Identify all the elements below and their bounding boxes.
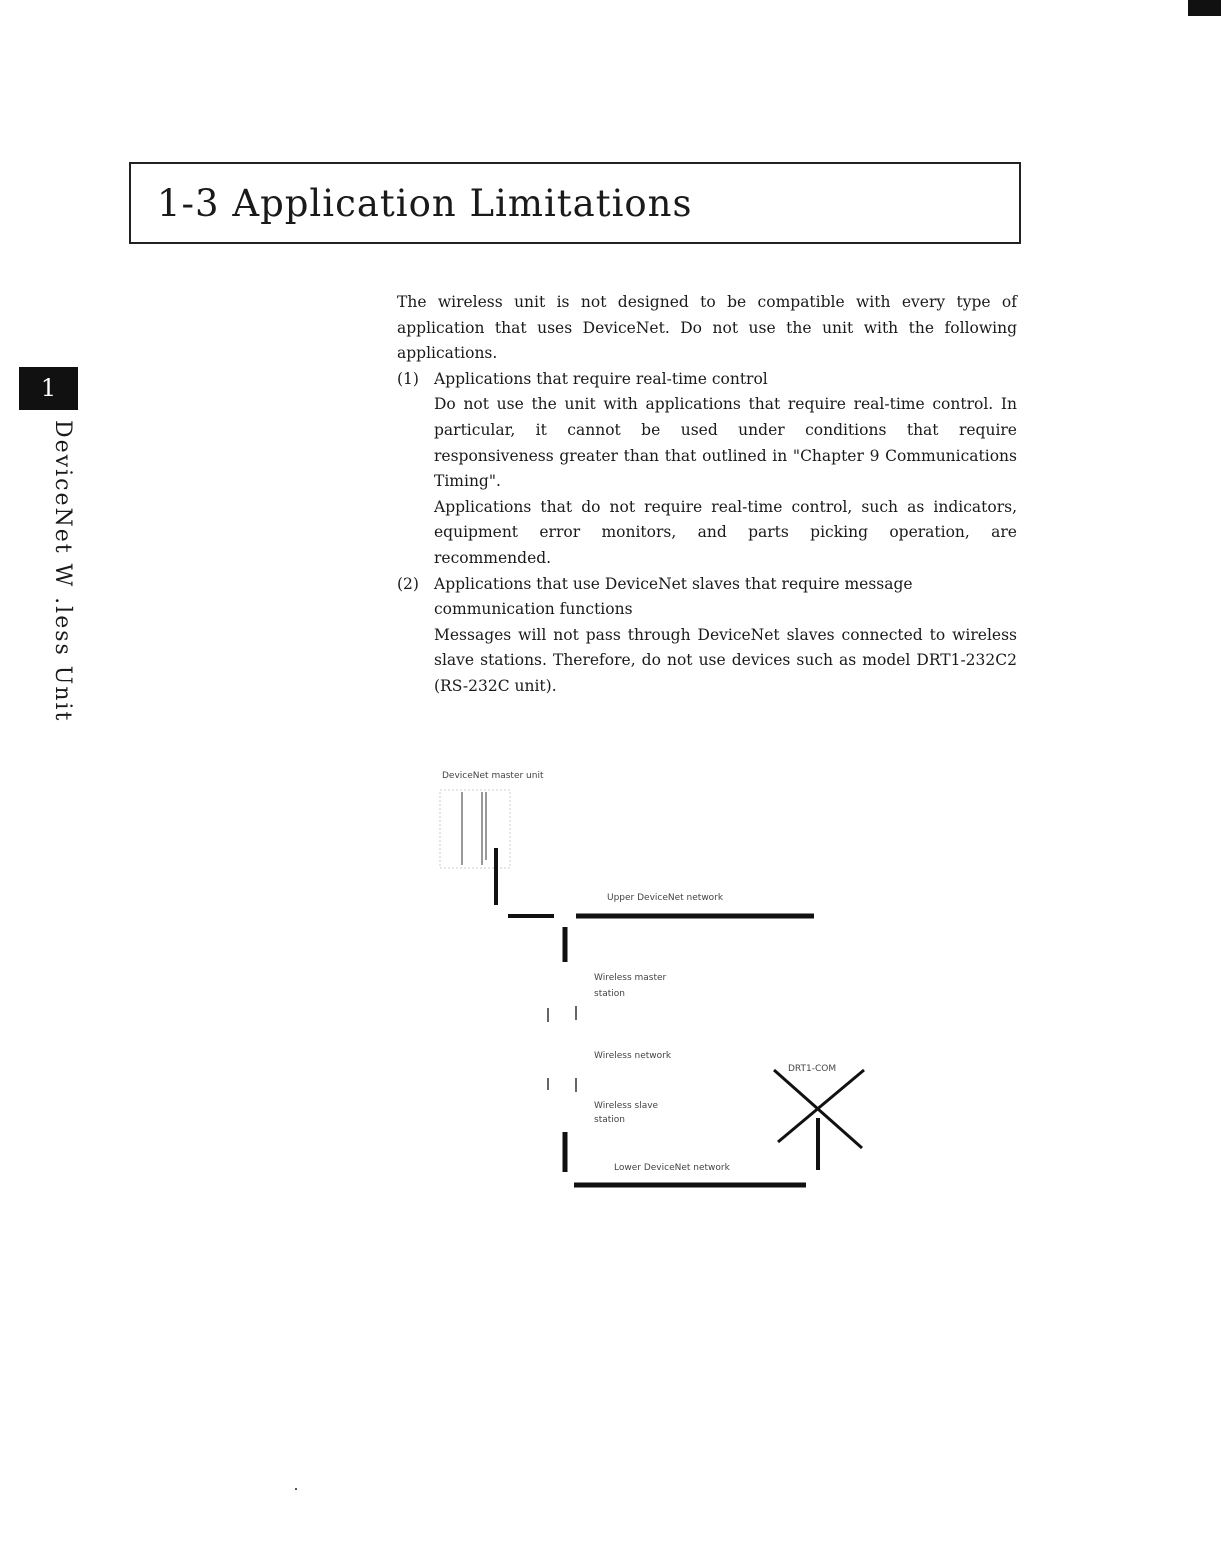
item-paragraph: Messages will not pass through DeviceNet slaves connected to wireless slave stations. Therefore, do not use devices such as model DRT1-232C2 (RS-232C unit). xyxy=(434,625,1017,695)
item-title: Applications that use DeviceNet slaves that require message communication functions xyxy=(434,574,913,619)
master-unit-device xyxy=(440,790,510,868)
list-item xyxy=(397,367,1017,572)
wireless-slave-station xyxy=(548,1078,576,1092)
wireless-master-label: Wireless master xyxy=(594,973,667,983)
item-paragraph: Do not use the unit with applications that require real-time control. In particular, it cannot be used under conditions that require responsiveness greater than that outlined in "Chapter 9 Communications Timing". xyxy=(434,395,1017,491)
wireless-master-label-2: station xyxy=(594,989,625,999)
wireless-slave-label: Wireless slave xyxy=(594,1101,659,1111)
item-number: (1) xyxy=(397,369,419,388)
master-unit-label: DeviceNet master unit xyxy=(442,771,544,781)
lower-network-label: Lower DeviceNet network xyxy=(614,1163,730,1173)
chapter-number: 1 xyxy=(40,374,57,402)
wireless-network-label: Wireless network xyxy=(594,1051,672,1061)
corner-registration-mark xyxy=(1188,0,1221,16)
scan-speck xyxy=(295,1488,297,1490)
upper-network-label: Upper DeviceNet network xyxy=(607,893,724,903)
wireless-master-station xyxy=(548,1006,576,1022)
network-diagram xyxy=(430,760,890,1210)
item-title: Applications that require real-time control xyxy=(434,369,768,388)
item-paragraph: Applications that do not require real-time control, such as indicators, equipment error monitors, and parts picking operation, are recommended. xyxy=(434,497,1017,567)
section-heading-box xyxy=(129,162,1021,244)
slave-device-label: DRT1-COM xyxy=(788,1064,837,1074)
chapter-tab xyxy=(19,367,78,410)
list-item xyxy=(397,572,1017,700)
chapter-side-label: DeviceNet W .less Unit xyxy=(50,420,75,723)
intro-paragraph: The wireless unit is not designed to be compatible with every type of application that uses DeviceNet. Do not use the unit with the following applications. xyxy=(397,293,1017,363)
section-title: 1-3 Application Limitations xyxy=(157,182,693,225)
body-text xyxy=(397,290,1017,700)
wireless-slave-label-2: station xyxy=(594,1115,625,1125)
item-number: (2) xyxy=(397,574,419,593)
